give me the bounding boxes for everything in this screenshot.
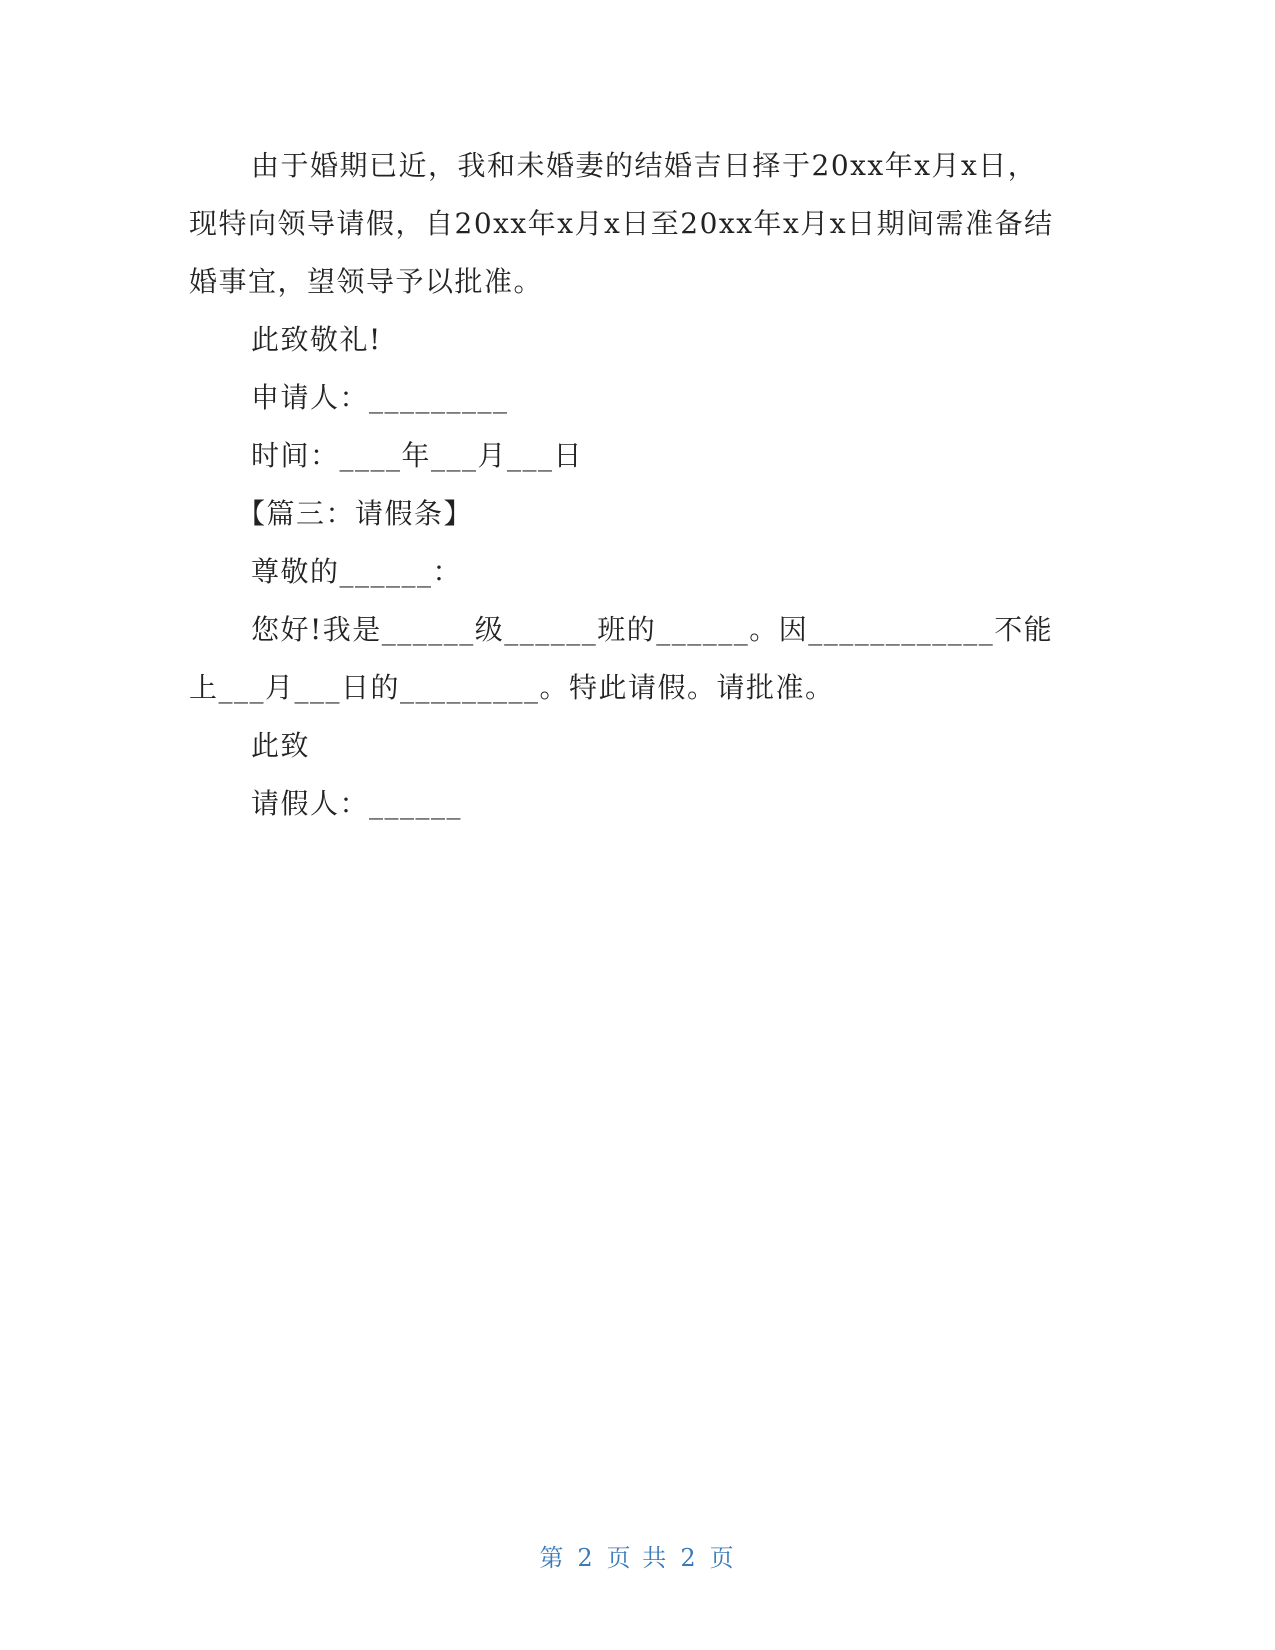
footer-prefix: 第: [539, 1544, 566, 1572]
applicant-line: 申请人：_________: [251, 381, 509, 414]
footer-current-page: 2: [577, 1544, 595, 1572]
footer-total-pages: 2: [680, 1544, 698, 1572]
paragraph-1-line-1: 由于婚期已近，我和未婚妻的结婚吉日择于20xx年x月x日，: [251, 149, 1038, 182]
salutation-line: 尊敬的______：: [251, 555, 463, 588]
page-footer: [0, 1538, 1275, 1573]
time-line: 时间：____年___月___日: [251, 439, 584, 472]
requester-line: 请假人：______: [251, 787, 463, 820]
paragraph-1-line-3: 婚事宜，望领导予以批准。: [189, 265, 544, 298]
footer-suffix: 页: [709, 1544, 736, 1572]
paragraph-1-line-2: 现特向领导请假，自20xx年x月x日至20xx年x月x日期间需准备结: [189, 207, 1054, 240]
closing-line: 此致: [251, 729, 311, 762]
paragraph-2-line-2: 上___月___日的_________。特此请假。请批准。: [189, 671, 835, 704]
paragraph-2-line-1: 您好!我是______级______班的______。因____________不能: [251, 613, 1054, 646]
footer-mid: 页 共: [606, 1544, 669, 1572]
closing-salutation: 此致敬礼!: [251, 323, 382, 356]
section-heading: 【篇三：请假条】: [237, 497, 474, 530]
